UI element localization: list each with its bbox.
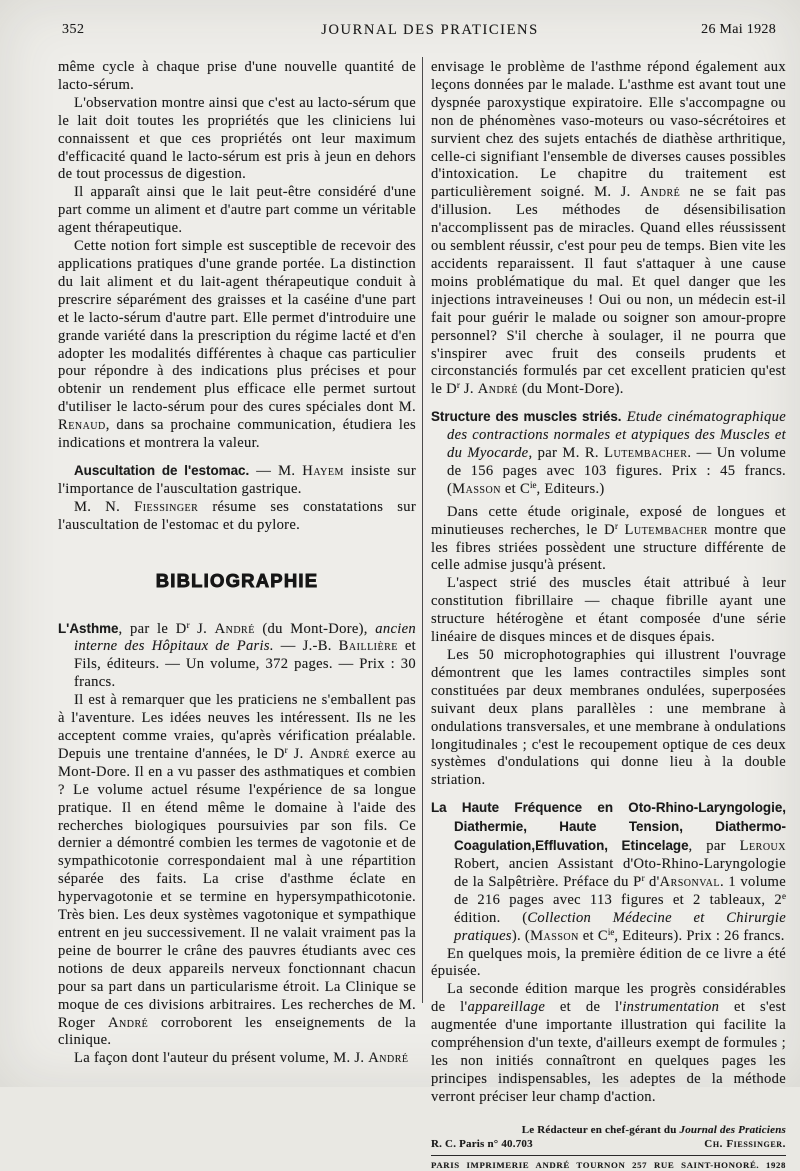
small-caps-name: André — [107, 1014, 149, 1031]
registration-number: R. C. Paris n° 40.703 — [431, 1137, 533, 1150]
italic-text: instrumentation — [622, 999, 720, 1016]
text-run: (du Mont-Dore). — [518, 381, 624, 398]
text-run: , par le D — [118, 620, 187, 637]
superscript: r — [456, 380, 460, 391]
review-haute-frequence-first: En quelques mois, la première édition de ce livre a été épuisée. — [431, 945, 786, 980]
review-haute-frequence-second — [431, 981, 786, 1106]
superscript: r — [614, 520, 618, 531]
paragraph-milk-therapeutic-notion — [58, 238, 416, 453]
text-run: résume ses constatations sur l'auscultation de l'estomac et du pylore. — [58, 498, 416, 533]
text-run: — J.-B. — [273, 638, 339, 655]
issue-date: 26 Mai 1928 — [701, 22, 776, 37]
small-caps-name: Masson — [452, 480, 501, 497]
bold-title: Structure des muscles striés. — [431, 409, 622, 425]
superscript: r — [641, 872, 645, 883]
text-run: J. — [287, 745, 310, 762]
small-caps-name: André — [640, 184, 681, 201]
text-run: J. — [189, 620, 215, 637]
paragraph-lacto-serum-observation: L'observation montre ainsi que c'est au lacto-sérum que le lait doit toutes les propriétés que les cliniciens lui connaissent et que ces propriétés ont leur maximum d'efficacité quand le lacto-sérum est pris à jeun en dehors de tout processus de digestion. — [58, 94, 416, 183]
paragraph-lacto-serum-cycle: même cycle à chaque prise d'une nouvelle quantité de lacto-sérum. — [58, 59, 416, 93]
small-caps-name: Fiessinger — [134, 498, 199, 515]
small-caps-name: André — [309, 745, 350, 762]
superscript: r — [284, 744, 288, 755]
small-caps-name: André — [214, 620, 255, 637]
text-run: J. — [459, 381, 478, 398]
review-muscles-photos: Les 50 microphotographies qui illustrent l'ouvrage démontrent que les lames contractiles simples sont constituées par deux membranes ondulées, superposées suivant deux plans parallèles : une membrane à ondulations transversales, et une membrane à ondulations longitudinales ; c'est le recoupement optique de ces deux systèmes d'ondulations qui donne lieu à la double striation. — [431, 647, 786, 789]
text-run: Dans cette étude originale, exposé de longues et minutieuses recherches, le D — [431, 503, 786, 538]
italic-text: ancien interne des Hôpitaux de Paris. — [74, 620, 416, 655]
text-run: exerce au Mont-Dore. Il en a vu passer des asthmatiques et combien ? Le volume actuel résume l'expérience de sa longue pratique. Il en étend même le domaine à l'aide des recherches biologiques poursuivies par son fils. Ce dernier a démontré combien les termes de vagotonie et de sympathicotonie correspondaient mal à une répartition séparée des faits. La crise d'asthme éclate en hypervagotonie et se termine en hypersympathicotonie. Très bien. Les deux systèmes vagotonique et sympathique entrent en jeu successivement. Il ne valait vraiment pas la peine de bourrer le crâne des pauvres étudiants avec ces notions de deux appareils nerveux fonctionnant chacun pour sa part dans un particularisme étroit. La Clinique se moque de ces divisions arbitraires. Les recherches de M. Roger — [58, 745, 416, 1031]
printer-imprint: PARIS IMPRIMERIE ANDRÉ TOURNON 257 RUE SAINT-HONORÉ. 1928 — [431, 1159, 786, 1170]
text-run: , dans sa prochaine communication, étudiera les indications et montrera la valeur. — [58, 417, 416, 452]
text-run: et C — [500, 480, 531, 497]
text-run: . 1 volume de 216 pages avec 113 figures et 2 tableaux, 2 — [454, 873, 786, 908]
text-run: M. N. — [74, 498, 135, 515]
review-muscles-study — [431, 504, 786, 576]
small-caps-name: Masson — [530, 927, 579, 944]
superscript: ie — [530, 479, 537, 490]
review-asthme-continued — [58, 1050, 416, 1068]
small-caps-name: Lutembacher — [604, 445, 688, 462]
review-asthme-continuation — [431, 59, 786, 399]
footer-rule — [431, 1155, 786, 1156]
page-number: 352 — [62, 22, 85, 37]
small-caps-name: André — [368, 1050, 409, 1067]
text-run: Il est à remarquer que les praticiens ne s'emballent pas à l'aventure. Les idées neuves les intéressent. Ils ne les acceptent comme vraies, qu'après vérification préalable. Depuis une trentaine d'années, le D — [58, 692, 416, 762]
paragraph-fiessinger-constatations — [58, 499, 416, 535]
text-run: (du Mont-Dore), — [254, 620, 376, 637]
small-caps-name: Arsonval — [659, 873, 721, 890]
text-run: — M. — [249, 462, 303, 479]
small-caps-name: André — [477, 381, 519, 398]
right-column — [431, 59, 786, 1171]
superscript: r — [186, 619, 190, 630]
editor-credit — [431, 1123, 786, 1137]
text-run: édition. ( — [454, 909, 528, 926]
small-caps-name: Baillière — [338, 638, 398, 655]
small-caps-name: Hayem — [302, 462, 344, 479]
text-run: La façon dont l'auteur du présent volume, M. J. — [74, 1050, 369, 1067]
text-run: et de l' — [545, 999, 623, 1016]
column-divider — [422, 57, 423, 1003]
italic-text: appareillage — [467, 999, 546, 1016]
text-run: et Fils, éditeurs. — Un volume, 372 pages. — Prix : 30 francs. — [74, 638, 417, 691]
text-run: Cette notion fort simple est susceptible de recevoir des applications pratiques d'une grande portée. La distinction du lait aliment et du lait-agent thérapeutique conduit à prescrire séparément des graisses et la caséine d'une part et le lacto-sérum d'autre part. Elle permet d'introduire une grande variété dans la prescription du régime lacté et d'en adopter les modalités différentes à chaque cas particulier pour répondre à des indications plus précises et pour obtenir un rendement plus efficace elle permet surtout d'utiliser le lacto-sérum pour des cures spéciales dont M. — [58, 238, 416, 416]
small-caps-name: Renaud — [58, 417, 106, 434]
review-muscles-aspect: L'aspect strié des muscles était attribué à leur constitution fibrillaire — chaque fibrille ayant une structure hétérogène et étant composée d'une série linéaire de disques minces et de disques épais. — [431, 575, 786, 646]
text-run: et s'est augmentée d'une importante illustration qui facilite la compréhension d'un texte, d'ailleurs exempt de formules ; les non initiés connaîtront en quelques pages les principes indispensables, les adeptes de la méthode verront préciser leur champ d'action. — [431, 999, 787, 1105]
text-run: corroborent les enseignements de la clinique. — [58, 1014, 416, 1049]
text-run: d' — [644, 873, 660, 890]
editor-name: Ch. Fiessinger. — [704, 1137, 786, 1150]
italic-text: Etude cinématographique des contractions normales et atypiques des Muscles et du Myocarde — [447, 409, 787, 462]
text-run: , Editeurs.) — [536, 480, 605, 497]
text-run: insiste sur l'importance de l'auscultation gastrique. — [58, 462, 416, 497]
running-header — [62, 20, 776, 40]
text-run: et C — [578, 927, 608, 944]
left-column — [58, 59, 416, 1068]
journal-title: JOURNAL DES PRATICIENS — [321, 22, 539, 38]
bibliography-entry-haute-frequence — [431, 799, 786, 945]
italic-text: Journal des Praticiens — [679, 1123, 786, 1136]
bold-title: La Haute Fréquence en Oto-Rhino-Laryngologie, Diathermie, Haute Tension, Diathermo-Coagulation,Effluvation, Etincelage — [431, 800, 786, 854]
text-run: ). ( — [511, 927, 531, 944]
text-run: montre que les fibres striées possèdent une structure différente de celle admise jusqu'à présent. — [431, 521, 786, 574]
publication-footer — [431, 1123, 786, 1171]
text-run: ne se fait pas d'illusion. Les méthodes de désensibilisation n'accomplissent pas de miracles. Quand elles réussissent ou semblent réussir, c'est pour peu de temps. Bien vite les accidents reparaissent. Il faut s'attaquer à une cause moins problématique du mal. Et quel danger que les injections intraveineuses ! Oui ou non, un médecin est-il fait pour guérir le malade ou soigner son amour-propre personnel? S'il cherche à soulager, il ne pourra que s'inspirer avec fruit des conseils prudents et circonstanciés formulés par cet excellent praticien qu'est le D — [431, 184, 786, 398]
review-asthme-paragraph — [58, 692, 416, 1050]
text-run: , par M. R. — [528, 445, 605, 462]
text-run: Le Rédacteur en chef-gérant du — [521, 1123, 680, 1136]
italic-text: Collection Médecine et Chirurgie pratiques — [454, 909, 786, 944]
small-caps-name: Lutembacher — [624, 521, 708, 538]
superscript: e — [782, 890, 786, 901]
text-run: , Editeurs). Prix : 26 francs. — [614, 927, 785, 944]
bibliography-heading: BIBLIOGRAPHIE — [155, 569, 319, 591]
small-caps-name: Leroux — [739, 838, 786, 855]
section-auscultation-estomac — [58, 462, 416, 499]
text-run: . — Un volume de 156 pages avec 103 figures. Prix : 45 francs. ( — [447, 445, 786, 497]
paragraph-milk-aliment: Il apparaît ainsi que le lait peut-être considéré d'une part comme un aliment et d'autre part comme un véritable agent thérapeutique. — [58, 184, 416, 237]
bold-title: L'Asthme — [58, 620, 119, 636]
bibliography-entry-muscles-stries — [431, 408, 786, 499]
text-run: La seconde édition marque les progrès considérables de l' — [431, 981, 786, 1016]
text-run: Robert, ancien Assistant d'Oto-Rhino-Laryngologie de la Salpêtrière. Préface du P — [454, 855, 786, 890]
text-run: envisage le problème de l'asthme répond également aux leçons données par le malade. L'asthme est avant tout une dyspnée paroxystique expiratoire. Elle s'accompagne ou non de phénomènes vaso-moteurs ou vaso-sécrétoires et survient chez des sujets entachés de diathèse arthritique, celle-ci signifiant l'ensemble de diverses causes possibles d'intoxication. Le chapitre du traitement est particulièrement soigné. M. J. — [431, 59, 786, 201]
registration-row — [431, 1137, 786, 1151]
bibliography-entry-asthme — [58, 620, 416, 693]
bold-title: Auscultation de l'estomac. — [74, 462, 250, 478]
superscript: ie — [607, 926, 615, 937]
text-run: , par — [688, 838, 740, 855]
